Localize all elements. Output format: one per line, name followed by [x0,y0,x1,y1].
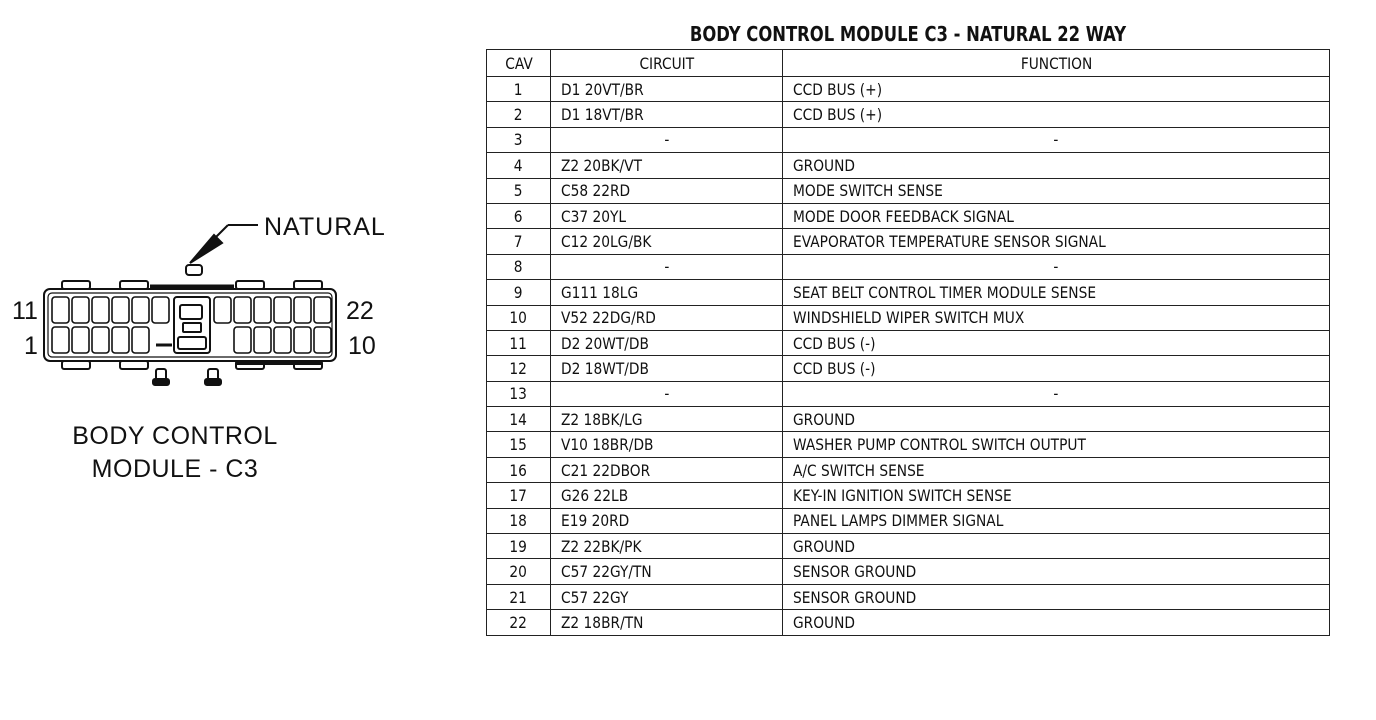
pointer-arrowhead [190,235,222,263]
circuit-cell: D2 20WT/DB [551,330,783,355]
table-header-row [487,50,1330,77]
function-cell: PANEL LAMPS DIMMER SIGNAL [783,508,1330,533]
cav-cell: 6 [487,203,551,228]
pin-label-22: 22 [346,297,374,325]
header-circuit: CIRCUIT [551,50,783,77]
cav-cell: 18 [487,508,551,533]
table-row [487,178,1330,203]
table-row [487,254,1330,279]
circuit-cell: D2 18WT/DB [551,356,783,381]
circuit-cell: C37 20YL [551,203,783,228]
circuit-cell: G111 18LG [551,280,783,305]
function-cell: - [783,127,1330,152]
cav-cell: 1 [487,77,551,102]
natural-label: NATURAL [264,213,386,241]
table-row [487,483,1330,508]
function-cell: WINDSHIELD WIPER SWITCH MUX [783,305,1330,330]
cav-cell: 15 [487,432,551,457]
function-cell: SENSOR GROUND [783,559,1330,584]
function-cell: GROUND [783,610,1330,635]
table-row [487,508,1330,533]
circuit-cell: V52 22DG/RD [551,305,783,330]
cav-cell: 22 [487,610,551,635]
cav-cell: 16 [487,457,551,482]
cav-cell: 12 [487,356,551,381]
pinout-table [486,49,1330,636]
function-cell: MODE SWITCH SENSE [783,178,1330,203]
table-title: BODY CONTROL MODULE C3 - NATURAL 22 WAY [689,22,1127,46]
cav-cell: 11 [487,330,551,355]
header-function: FUNCTION [783,50,1330,77]
pin-label-10: 10 [348,332,376,360]
circuit-cell: Z2 18BK/LG [551,407,783,432]
circuit-cell: Z2 22BK/PK [551,534,783,559]
circuit-cell: E19 20RD [551,508,783,533]
function-cell: CCD BUS (+) [783,77,1330,102]
cav-cell: 8 [487,254,551,279]
cav-cell: 20 [487,559,551,584]
table-row [487,280,1330,305]
circuit-cell: C57 22GY/TN [551,559,783,584]
circuit-cell: D1 18VT/BR [551,102,783,127]
table-row [487,407,1330,432]
table-row [487,127,1330,152]
circuit-cell: G26 22LB [551,483,783,508]
function-cell: GROUND [783,534,1330,559]
pin-label-11: 11 [12,297,38,325]
cav-cell: 19 [487,534,551,559]
function-cell: SEAT BELT CONTROL TIMER MODULE SENSE [783,280,1330,305]
circuit-cell: Z2 20BK/VT [551,153,783,178]
cav-cell: 3 [487,127,551,152]
function-cell: KEY-IN IGNITION SWITCH SENSE [783,483,1330,508]
table-row [487,102,1330,127]
cav-cell: 9 [487,280,551,305]
circuit-cell: C21 22DBOR [551,457,783,482]
circuit-cell: - [551,254,783,279]
pin-label-1: 1 [24,332,38,360]
table-row [487,559,1330,584]
cav-cell: 13 [487,381,551,406]
table-row [487,584,1330,609]
function-cell: GROUND [783,153,1330,178]
table-row [487,229,1330,254]
table-row [487,305,1330,330]
function-cell: - [783,381,1330,406]
table-row [487,432,1330,457]
table-row [487,77,1330,102]
table-row [487,610,1330,635]
function-cell: GROUND [783,407,1330,432]
function-cell: - [783,254,1330,279]
function-cell: CCD BUS (-) [783,356,1330,381]
cav-cell: 2 [487,102,551,127]
cav-cell: 4 [487,153,551,178]
cav-cell: 21 [487,584,551,609]
circuit-cell: C58 22RD [551,178,783,203]
table-row [487,356,1330,381]
function-cell: MODE DOOR FEEDBACK SIGNAL [783,203,1330,228]
function-cell: CCD BUS (+) [783,102,1330,127]
function-cell: CCD BUS (-) [783,330,1330,355]
circuit-cell: - [551,127,783,152]
header-cav: CAV [487,50,551,77]
table-row [487,457,1330,482]
cav-cell: 10 [487,305,551,330]
table-row [487,534,1330,559]
cav-cell: 14 [487,407,551,432]
table-row [487,203,1330,228]
cav-cell: 7 [487,229,551,254]
circuit-cell: - [551,381,783,406]
circuit-cell: C57 22GY [551,584,783,609]
caption-line-2: MODULE - C3 [91,455,259,483]
cav-cell: 5 [487,178,551,203]
cav-cell: 17 [487,483,551,508]
function-cell: EVAPORATOR TEMPERATURE SENSOR SIGNAL [783,229,1330,254]
table-row [487,330,1330,355]
table-row [487,153,1330,178]
connector-diagram [0,195,440,405]
connector-body [44,289,336,361]
function-cell: SENSOR GROUND [783,584,1330,609]
table-row [487,381,1330,406]
circuit-cell: V10 18BR/DB [551,432,783,457]
circuit-cell: Z2 18BR/TN [551,610,783,635]
circuit-cell: C12 20LG/BK [551,229,783,254]
caption-line-1: BODY CONTROL [72,422,278,450]
function-cell: A/C SWITCH SENSE [783,457,1330,482]
diagram-caption [40,420,310,486]
circuit-cell: D1 20VT/BR [551,77,783,102]
function-cell: WASHER PUMP CONTROL SWITCH OUTPUT [783,432,1330,457]
